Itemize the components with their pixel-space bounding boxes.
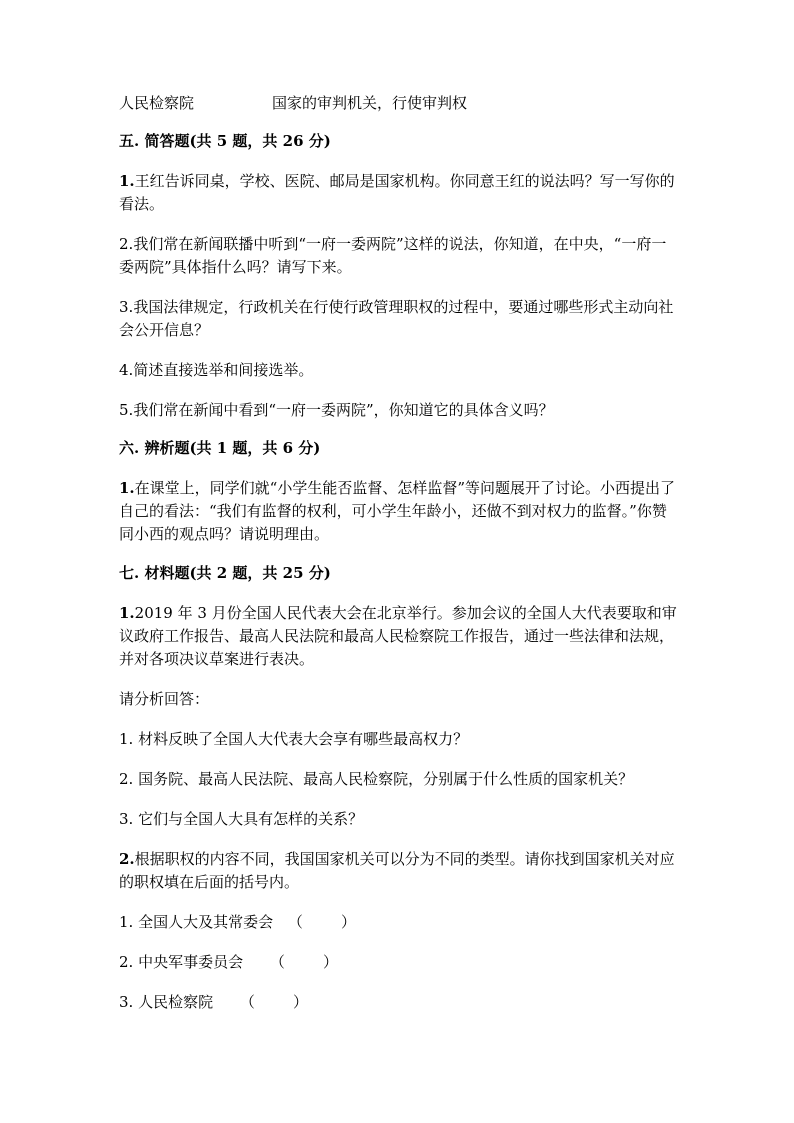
s5-question-3	[119, 296, 679, 342]
section5-title: 五. 简答题(共 5 题，共 26 分)	[119, 132, 331, 150]
matching-left: 人民检察院	[119, 94, 195, 112]
document-page	[119, 92, 679, 1014]
s7-fill3-blank[interactable]: （ ）	[239, 993, 309, 1011]
s7-sub-3: 3. 它们与全国人大具有怎样的关系？	[119, 810, 364, 828]
s7-fill-1	[119, 911, 679, 934]
s5-q5-text: 我们常在新闻中看到“一府一委两院”，你知道它的具体含义吗？	[133, 401, 554, 419]
s5-q4-text: 简述直接选举和间接选举。	[133, 361, 314, 379]
s7-fill1-blank[interactable]: （ ）	[287, 913, 357, 931]
s7-fill3-label: 3. 人民检察院	[119, 993, 214, 1011]
s7-q1-num: 1.	[119, 604, 135, 622]
s7-fill-3	[119, 991, 679, 1014]
s7-sub-1: 1. 材料反映了全国人大代表大会享有哪些最高权力？	[119, 730, 469, 748]
s7-fill2-label: 2. 中央军事委员会	[119, 953, 244, 971]
s5-question-5	[119, 399, 679, 422]
s5-q1-num: 1.	[119, 172, 135, 190]
s7-fill2-blank[interactable]: （ ）	[269, 953, 339, 971]
s7-q2-text: 根据职权的内容不同，我国国家机关可以分为不同的类型。请你找到国家机关对应的职权填在后面的括号内。	[119, 850, 675, 891]
s7-sub-2: 2. 国务院、最高人民法院、最高人民检察院，分别属于什么性质的国家机关？	[119, 770, 634, 788]
s5-q3-text: 我国法律规定，行政机关在行使行政管理职权的过程中，要通过哪些形式主动向社会公开信息？	[119, 298, 674, 339]
s5-question-4	[119, 359, 679, 382]
s5-q3-num: 3.	[119, 298, 134, 316]
matching-row	[119, 92, 679, 115]
s5-q4-num: 4.	[119, 361, 134, 379]
s6-q1-text: 在课堂上，同学们就“小学生能否监督、怎样监督”等问题展开了讨论。小西提出了自己的看法：“我们有监督的权利，可小学生年龄小，还做不到对权力的监督。”你赞同小西的观点吗？请说明理由。	[119, 479, 676, 543]
section6-title: 六. 辨析题(共 1 题，共 6 分)	[119, 439, 321, 457]
s7-fill1-label: 1. 全国人大及其常委会	[119, 913, 274, 931]
s5-q1-text: 王红告诉同桌，学校、医院、邮局是国家机构。你同意王红的说法吗？写一写你的看法。	[119, 172, 675, 213]
s7-question-2	[119, 848, 679, 894]
s6-q1-num: 1.	[119, 479, 135, 497]
section7-title: 七. 材料题(共 2 题，共 25 分)	[119, 564, 331, 582]
s5-q5-num: 5.	[119, 401, 134, 419]
s7-fill-2	[119, 951, 679, 974]
s5-question-2	[119, 233, 679, 279]
s7-q1-text: 2019 年 3 月份全国人民代表大会在北京举行。参加会议的全国人大代表要取和审议政府工作报告、最高人民法院和最高人民检察院工作报告，通过一些法律和法规，并对各项决议草案进行表决。	[119, 604, 677, 668]
s7-q2-num: 2.	[119, 850, 135, 868]
s5-question-1	[119, 170, 679, 216]
s6-question-1	[119, 477, 679, 546]
matching-right: 国家的审判机关，行使审判权	[272, 94, 468, 112]
s7-question-1	[119, 602, 679, 671]
s5-q2-num: 2.	[119, 235, 134, 253]
s5-q2-text: 我们常在新闻联播中听到“一府一委两院”这样的说法，你知道，在中央，“一府一委两院”具体指什么吗？请写下来。	[119, 235, 667, 276]
s7-prompt: 请分析回答：	[119, 690, 210, 708]
